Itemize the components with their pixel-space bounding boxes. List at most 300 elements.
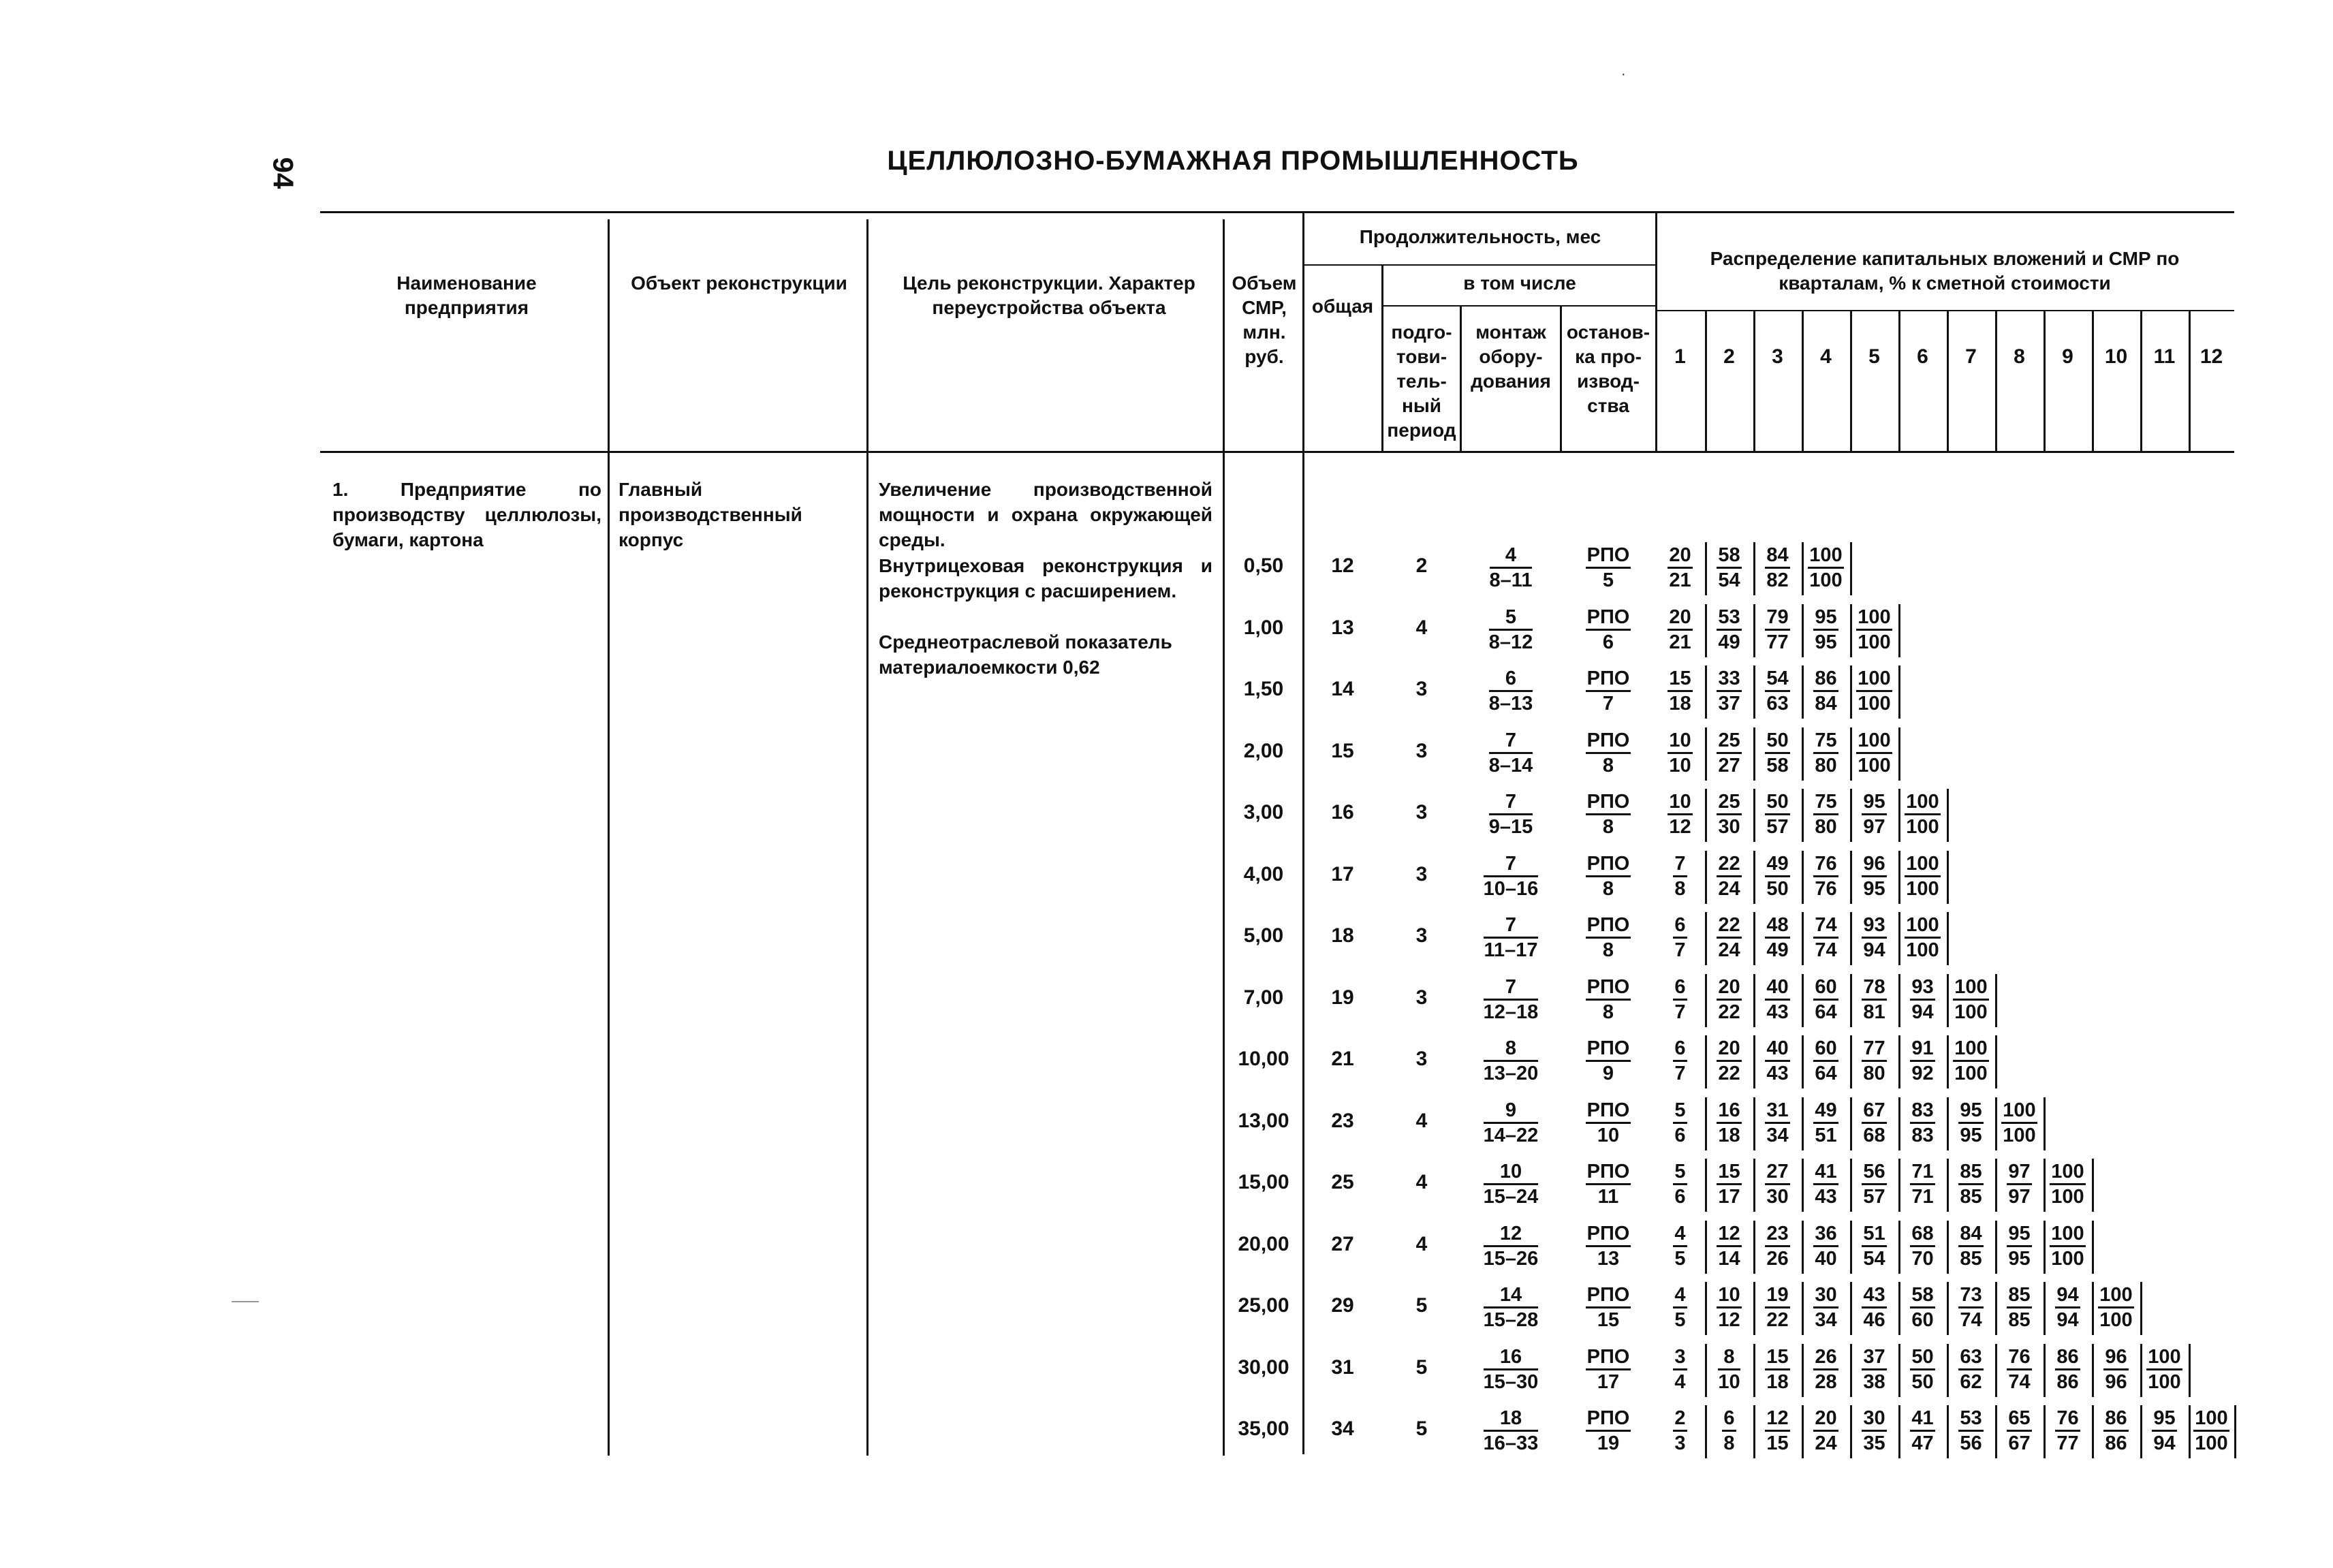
vline-quarter (1705, 310, 1707, 451)
quarter-fraction-numerator: 5 (1673, 1099, 1687, 1124)
quarter-fraction-numerator: 77 (1862, 1037, 1886, 1062)
vline-quarter (1850, 310, 1852, 451)
stop-fraction-denominator: 19 (1597, 1432, 1620, 1454)
quarter-fraction-numerator: 36 (1813, 1222, 1838, 1247)
prep-cell: 4 (1415, 616, 1428, 639)
stop-fraction-denominator: 7 (1602, 693, 1614, 715)
quarter-fraction-denominator: 60 (1911, 1309, 1934, 1331)
quarter-fraction (1851, 790, 1897, 838)
quarter-fraction-numerator: 58 (1717, 544, 1741, 569)
mount-fraction (1462, 790, 1559, 838)
table-top-rule (320, 211, 2234, 213)
total-cell: 34 (1331, 1417, 1354, 1440)
quarter-fraction-numerator: 100 (1808, 544, 1843, 569)
quarter-fraction-numerator: 26 (1813, 1345, 1838, 1370)
quarter-fraction-denominator: 43 (1766, 1001, 1789, 1023)
quarter-fraction-denominator: 12 (1718, 1309, 1740, 1331)
quarter-fraction (1755, 667, 1800, 715)
mount-fraction-denominator: 15–26 (1483, 1247, 1539, 1270)
stop-fraction-denominator: 8 (1602, 1001, 1614, 1023)
total-cell: 21 (1331, 1048, 1354, 1070)
quarter-fraction-numerator: 63 (1958, 1345, 1983, 1370)
volume-cell: 35,00 (1238, 1417, 1289, 1440)
quarter-fraction-denominator: 100 (1954, 1063, 1988, 1084)
quarter-fraction-numerator: 49 (1813, 1099, 1838, 1124)
header-duration: Продолжительность, мес (1359, 226, 1601, 247)
quarter-fraction-numerator: 95 (2007, 1222, 2031, 1247)
vline-distribution (1655, 211, 1657, 451)
stop-fraction-numerator: РПО (1586, 1222, 1631, 1247)
quarter-fraction-numerator: 74 (1813, 913, 1838, 939)
quarter-fraction-denominator: 95 (1960, 1124, 1982, 1146)
header-quarter: 6 (1917, 345, 1928, 368)
prep-cell: 3 (1415, 1048, 1428, 1070)
quarter-fraction-numerator: 27 (1765, 1160, 1789, 1185)
mount-fraction (1462, 1160, 1559, 1208)
quarter-fraction-denominator: 22 (1718, 1001, 1740, 1023)
quarter-fraction-numerator: 86 (1813, 667, 1838, 692)
quarter-fraction (1657, 1222, 1704, 1270)
quarter-fraction-denominator: 86 (2105, 1432, 2127, 1454)
total-cell: 18 (1331, 924, 1354, 947)
quarter-fraction-denominator: 100 (1858, 754, 1891, 777)
quarter-fraction (1803, 852, 1849, 900)
quarter-fraction-numerator: 100 (2146, 1345, 2182, 1370)
quarter-fraction-numerator: 5 (1673, 1160, 1687, 1185)
quarter-separator (2189, 1344, 2191, 1397)
quarter-fraction-denominator: 62 (1960, 1370, 1982, 1393)
quarter-fraction-denominator: 12 (1669, 816, 1691, 838)
quarter-fraction-denominator: 37 (1718, 693, 1740, 715)
quarter-fraction (1948, 1037, 1994, 1085)
quarter-fraction-numerator: 43 (1862, 1283, 1886, 1308)
quarter-fraction (1706, 1283, 1752, 1332)
volume-cell: 1,00 (1243, 616, 1284, 639)
quarter-fraction-denominator: 57 (1766, 816, 1789, 838)
quarter-fraction-denominator: 26 (1766, 1247, 1789, 1270)
quarter-fraction-numerator: 22 (1717, 852, 1741, 877)
quarter-fraction (1657, 852, 1704, 900)
quarter-fraction (1851, 1160, 1897, 1208)
quarter-fraction-numerator: 49 (1765, 852, 1789, 877)
quarter-fraction-denominator: 34 (1766, 1124, 1789, 1146)
mount-fraction-denominator: 8–12 (1488, 631, 1533, 653)
mount-fraction-denominator: 9–15 (1488, 816, 1533, 838)
quarter-fraction (1803, 1407, 1849, 1455)
quarter-fraction-denominator: 82 (1766, 569, 1789, 591)
quarter-fraction-numerator: 75 (1813, 790, 1838, 815)
quarter-fraction-numerator: 53 (1717, 606, 1741, 631)
quarter-fraction-denominator: 57 (1863, 1186, 1885, 1208)
quarter-fraction-denominator: 54 (1718, 569, 1740, 591)
quarter-fraction-numerator: 15 (1667, 667, 1692, 692)
quarter-fraction-numerator: 86 (2103, 1407, 2128, 1432)
quarter-fraction-denominator: 15 (1766, 1432, 1789, 1454)
total-cell: 17 (1331, 862, 1354, 885)
quarter-fraction-numerator: 41 (1813, 1160, 1838, 1185)
mount-fraction (1462, 729, 1559, 777)
vline-quarter (2140, 310, 2142, 451)
stop-fraction-numerator: РПО (1586, 544, 1631, 569)
vline-quarter (1898, 310, 1900, 451)
quarter-fraction-denominator: 100 (2003, 1124, 2036, 1146)
volume-cell: 30,00 (1238, 1355, 1289, 1379)
quarter-fraction (1755, 729, 1800, 777)
quarter-fraction-numerator: 96 (1862, 852, 1886, 877)
quarter-fraction (1706, 544, 1752, 592)
quarter-fraction (1948, 975, 1994, 1024)
quarter-fraction (1900, 1037, 1945, 1085)
stop-fraction-numerator: РПО (1586, 1407, 1631, 1432)
quarter-fraction (1900, 1222, 1945, 1270)
quarter-fraction-numerator: 41 (1910, 1407, 1935, 1432)
quarter-fraction-numerator: 93 (1862, 913, 1886, 939)
volume-cell: 25,00 (1238, 1294, 1289, 1317)
stop-fraction (1563, 1345, 1654, 1394)
stop-fraction (1563, 1037, 1654, 1085)
volume-cell: 2,00 (1243, 739, 1284, 762)
quarter-fraction-numerator: 6 (1722, 1407, 1736, 1432)
purpose-line-1: Увеличение производственной мощности и охрана окружающей среды. (879, 479, 1212, 550)
quarter-fraction-denominator: 46 (1863, 1309, 1885, 1331)
quarter-fraction-denominator: 24 (1718, 877, 1740, 900)
quarter-fraction (1900, 1160, 1945, 1208)
volume-cell: 10,00 (1238, 1048, 1289, 1070)
quarter-fraction-denominator: 100 (1906, 939, 1939, 961)
quarter-fraction-denominator: 56 (1960, 1432, 1982, 1454)
quarter-fraction-numerator: 71 (1910, 1160, 1935, 1185)
quarter-fraction (1948, 1160, 1994, 1208)
quarter-fraction-numerator: 25 (1717, 790, 1741, 815)
quarter-fraction (1997, 1160, 2042, 1208)
volume-cell: 15,00 (1238, 1171, 1289, 1193)
quarter-fraction-denominator: 30 (1718, 816, 1740, 838)
quarter-fraction (1803, 1283, 1849, 1332)
quarter-fraction (1851, 1099, 1897, 1147)
quarter-fraction (1755, 975, 1800, 1024)
mount-fraction-numerator: 7 (1484, 913, 1537, 939)
quarter-fraction-denominator: 100 (1858, 693, 1891, 715)
quarter-fraction-denominator: 54 (1863, 1247, 1885, 1270)
quarter-fraction (1948, 1222, 1994, 1270)
quarter-fraction (1803, 606, 1849, 654)
quarter-separator (1947, 912, 1949, 965)
quarter-fraction-denominator: 70 (1911, 1247, 1934, 1270)
quarter-fraction-denominator: 14 (1718, 1247, 1740, 1270)
total-cell: 12 (1331, 554, 1354, 577)
quarter-fraction-denominator: 100 (2051, 1186, 2084, 1208)
quarter-fraction-numerator: 60 (1813, 1037, 1838, 1062)
quarter-fraction-denominator: 64 (1815, 1063, 1837, 1084)
stop-fraction-numerator: РПО (1586, 1160, 1631, 1185)
vline-quarter (1802, 310, 1804, 451)
header-quarter: 9 (2062, 345, 2073, 368)
header-quarter: 2 (1723, 345, 1735, 368)
total-cell: 31 (1331, 1355, 1354, 1379)
quarter-separator (1898, 604, 1900, 657)
quarter-fraction-denominator: 18 (1669, 693, 1691, 715)
quarter-fraction-numerator: 3 (1673, 1345, 1687, 1370)
header-quarter: 5 (1868, 345, 1880, 368)
quarter-fraction-numerator: 40 (1765, 975, 1789, 1001)
stop-fraction (1563, 975, 1654, 1024)
quarter-fraction (2093, 1283, 2139, 1332)
quarter-fraction (1803, 1222, 1849, 1270)
stop-fraction (1563, 606, 1654, 654)
header-quarter: 4 (1820, 345, 1832, 368)
mount-fraction-denominator: 13–20 (1483, 1063, 1539, 1084)
quarter-fraction-denominator: 3 (1674, 1432, 1686, 1454)
quarter-fraction-denominator: 38 (1863, 1370, 1885, 1393)
quarter-fraction-numerator: 94 (2055, 1283, 2080, 1308)
quarter-fraction (1803, 913, 1849, 962)
mount-fraction-numerator: 4 (1490, 544, 1533, 569)
quarter-separator (1995, 1035, 1997, 1088)
quarter-fraction-numerator: 25 (1717, 729, 1741, 754)
quarter-fraction-denominator: 94 (2153, 1432, 2176, 1454)
quarter-fraction-denominator: 47 (1911, 1432, 1934, 1454)
quarter-fraction-denominator: 100 (1954, 1001, 1988, 1023)
quarter-fraction (1948, 1099, 1994, 1147)
quarter-fraction-denominator: 49 (1718, 631, 1740, 653)
quarter-fraction-denominator: 92 (1911, 1063, 1934, 1084)
header-stop: останов- ка про- извод- ства (1566, 322, 1650, 416)
quarter-fraction (1657, 1283, 1704, 1332)
stop-fraction-denominator: 8 (1602, 816, 1614, 838)
quarter-fraction-denominator: 80 (1863, 1063, 1885, 1084)
header-volume: Объем СМР, млн. руб. (1232, 272, 1297, 367)
quarter-fraction (1900, 1283, 1945, 1332)
quarter-fraction (1706, 729, 1752, 777)
scan-mark: · (1621, 67, 1626, 82)
quarter-fraction-numerator: 76 (1813, 852, 1838, 877)
stop-fraction-numerator: РПО (1586, 790, 1631, 815)
quarter-fraction-numerator: 100 (2050, 1160, 2085, 1185)
quarter-fraction-numerator: 6 (1673, 913, 1687, 939)
prep-cell: 5 (1415, 1294, 1428, 1317)
quarter-fraction-numerator: 10 (1717, 1283, 1741, 1308)
total-cell: 19 (1331, 986, 1354, 1009)
mount-fraction (1462, 1222, 1559, 1270)
stop-fraction-denominator: 6 (1602, 631, 1614, 653)
quarter-fraction-numerator: 8 (1718, 1345, 1740, 1370)
quarter-fraction-numerator: 15 (1717, 1160, 1741, 1185)
quarter-fraction (1657, 1345, 1704, 1394)
quarter-fraction (1755, 1160, 1800, 1208)
quarter-fraction (1948, 1345, 1994, 1394)
quarter-separator (1947, 789, 1949, 842)
mount-fraction-denominator: 15–28 (1483, 1309, 1539, 1331)
quarter-fraction (1803, 975, 1849, 1024)
quarter-fraction (1851, 1283, 1897, 1332)
total-cell: 25 (1331, 1171, 1354, 1193)
mount-fraction-numerator: 10 (1484, 1160, 1539, 1185)
quarter-fraction-denominator: 77 (2056, 1432, 2079, 1454)
vline-total (1302, 211, 1304, 1454)
quarter-fraction-numerator: 6 (1673, 1037, 1687, 1062)
stop-fraction-denominator: 10 (1597, 1124, 1620, 1146)
quarter-fraction-numerator: 50 (1910, 1345, 1935, 1370)
stop-fraction (1563, 913, 1654, 962)
quarter-separator (1995, 974, 1997, 1027)
object-name: Главный производственный корпус (619, 479, 802, 550)
quarter-fraction-numerator: 15 (1765, 1345, 1789, 1370)
prep-cell: 4 (1415, 1171, 1428, 1193)
quarter-fraction-numerator: 2 (1673, 1407, 1687, 1432)
quarter-fraction (1851, 975, 1897, 1024)
quarter-fraction (1900, 852, 1945, 900)
quarter-fraction (1900, 975, 1945, 1024)
quarter-fraction-numerator: 48 (1765, 913, 1789, 939)
quarter-separator (1898, 727, 1900, 781)
vline-stop (1560, 305, 1562, 451)
quarter-fraction-denominator: 100 (1906, 877, 1939, 900)
quarter-fraction-denominator: 74 (1815, 939, 1837, 961)
quarter-fraction-numerator: 58 (1910, 1283, 1935, 1308)
quarter-fraction-denominator: 17 (1718, 1186, 1740, 1208)
quarter-fraction-numerator: 75 (1813, 729, 1838, 754)
page-number: 94 (267, 157, 300, 189)
quarter-fraction-numerator: 97 (2007, 1160, 2031, 1185)
quarter-fraction-denominator: 6 (1674, 1186, 1686, 1208)
mount-fraction-numerator: 8 (1484, 1037, 1539, 1062)
quarter-fraction (1851, 1345, 1897, 1394)
quarter-fraction-denominator: 68 (1863, 1124, 1885, 1146)
header-duration-incl: в том числе (1463, 272, 1576, 294)
quarter-fraction-denominator: 83 (1911, 1124, 1934, 1146)
mount-fraction-numerator: 7 (1489, 790, 1533, 815)
quarter-fraction-numerator: 12 (1717, 1222, 1741, 1247)
stop-fraction-numerator: РПО (1586, 1037, 1631, 1062)
enterprise-name: 1. Предприятие по производству целлюлозы, бумаги, картона (332, 479, 601, 550)
volume-cell: 5,00 (1243, 924, 1284, 947)
quarter-fraction-denominator: 94 (2056, 1309, 2079, 1331)
quarter-fraction-numerator: 20 (1667, 606, 1692, 631)
quarter-fraction-numerator: 20 (1717, 1037, 1741, 1062)
quarter-fraction (2045, 1222, 2091, 1270)
quarter-fraction-numerator: 84 (1765, 544, 1789, 569)
quarter-fraction-denominator: 80 (1815, 754, 1837, 777)
quarter-fraction-numerator: 84 (1958, 1222, 1983, 1247)
quarter-fraction-numerator: 30 (1813, 1283, 1838, 1308)
quarter-fraction (1997, 1407, 2042, 1455)
quarter-fraction (1755, 1037, 1800, 1085)
prep-cell: 5 (1415, 1417, 1428, 1440)
quarter-fraction (1657, 544, 1704, 592)
quarter-fraction (1706, 667, 1752, 715)
stop-fraction (1563, 1283, 1654, 1332)
quarter-fraction-denominator: 43 (1766, 1063, 1789, 1084)
mount-fraction-numerator: 9 (1484, 1099, 1539, 1124)
mount-fraction-denominator: 15–24 (1483, 1186, 1539, 1208)
section-title: ЦЕЛЛЮЛОЗНО-БУМАЖНАЯ ПРОМЫШЛЕННОСТЬ (887, 146, 1579, 176)
quarter-fraction (2045, 1345, 2091, 1394)
quarter-fraction-denominator: 35 (1863, 1432, 1885, 1454)
quarter-fraction-numerator: 20 (1667, 544, 1692, 569)
quarter-fraction (1997, 1283, 2042, 1332)
quarter-fraction-denominator: 5 (1674, 1309, 1686, 1331)
stop-fraction (1563, 1099, 1654, 1147)
quarter-fraction-denominator: 100 (1906, 816, 1939, 838)
header-duration-total: общая (1311, 296, 1374, 317)
quarter-fraction (2093, 1345, 2139, 1394)
quarter-fraction-numerator: 100 (1856, 667, 1892, 692)
quarter-fraction-numerator: 60 (1813, 975, 1838, 1001)
quarter-fraction (1755, 606, 1800, 654)
quarter-fraction-denominator: 10 (1669, 754, 1691, 777)
quarter-fraction (1706, 1160, 1752, 1208)
quarter-fraction (1657, 1160, 1704, 1208)
quarter-fraction-denominator: 24 (1718, 939, 1740, 961)
volume-cell: 20,00 (1238, 1232, 1289, 1255)
stop-fraction-denominator: 8 (1602, 939, 1614, 961)
quarter-fraction-denominator: 97 (1863, 816, 1885, 838)
quarter-fraction-numerator: 100 (1856, 606, 1892, 631)
prep-cell: 2 (1415, 554, 1428, 577)
mount-fraction (1462, 1283, 1559, 1332)
quarter-fraction (1755, 790, 1800, 838)
quarter-fraction-denominator: 100 (2051, 1247, 2084, 1270)
quarter-fraction-numerator: 73 (1958, 1283, 1983, 1308)
quarter-fraction-denominator: 22 (1766, 1309, 1789, 1331)
quarter-fraction-numerator: 6 (1673, 975, 1687, 1001)
quarter-fraction-denominator: 85 (1960, 1186, 1982, 1208)
mount-fraction (1462, 544, 1559, 592)
quarter-fraction-denominator: 74 (1960, 1309, 1982, 1331)
quarter-fraction-denominator: 50 (1766, 877, 1789, 900)
quarter-fraction (1706, 790, 1752, 838)
total-cell: 29 (1331, 1294, 1354, 1317)
quarter-fraction-denominator: 7 (1674, 939, 1686, 961)
quarter-fraction (1706, 1345, 1752, 1394)
quarter-fraction (1657, 1099, 1704, 1147)
quarter-fraction-numerator: 100 (1905, 852, 1940, 877)
stop-fraction (1563, 1160, 1654, 1208)
volume-cell: 7,00 (1243, 986, 1284, 1009)
stop-fraction-denominator: 5 (1602, 569, 1614, 591)
quarter-fraction (1706, 852, 1752, 900)
total-cell: 16 (1331, 801, 1354, 824)
mount-fraction (1462, 667, 1559, 715)
stop-fraction-denominator: 11 (1597, 1186, 1619, 1208)
quarter-fraction (1997, 1099, 2042, 1147)
quarter-fraction-numerator: 100 (1953, 1037, 1988, 1062)
quarter-fraction (1657, 1037, 1704, 1085)
mount-fraction (1462, 975, 1559, 1024)
quarter-fraction (1657, 729, 1704, 777)
quarter-fraction-numerator: 20 (1717, 975, 1741, 1001)
volume-cell: 3,00 (1243, 801, 1284, 824)
quarter-fraction-denominator: 100 (1858, 631, 1891, 653)
quarter-fraction (1900, 1345, 1945, 1394)
quarter-fraction-denominator: 67 (2008, 1432, 2031, 1454)
incl-subrule (1381, 305, 1655, 307)
quarter-fraction-denominator: 100 (2099, 1309, 2133, 1331)
stop-fraction-denominator: 8 (1602, 754, 1614, 777)
quarter-fraction-denominator: 86 (2056, 1370, 2079, 1393)
quarter-fraction-denominator: 43 (1815, 1186, 1837, 1208)
quarter-fraction-denominator: 51 (1815, 1124, 1837, 1146)
stop-fraction-numerator: РПО (1586, 1099, 1631, 1124)
mount-fraction-numerator: 7 (1489, 729, 1533, 754)
quarter-fraction (1803, 1099, 1849, 1147)
quarter-fraction-denominator: 96 (2105, 1370, 2127, 1393)
vline-mount (1460, 305, 1462, 451)
quarter-separator (2234, 1405, 2236, 1458)
total-cell: 23 (1331, 1109, 1354, 1132)
quarter-fraction (1755, 1222, 1800, 1270)
quarter-fraction-denominator: 100 (1809, 569, 1843, 591)
